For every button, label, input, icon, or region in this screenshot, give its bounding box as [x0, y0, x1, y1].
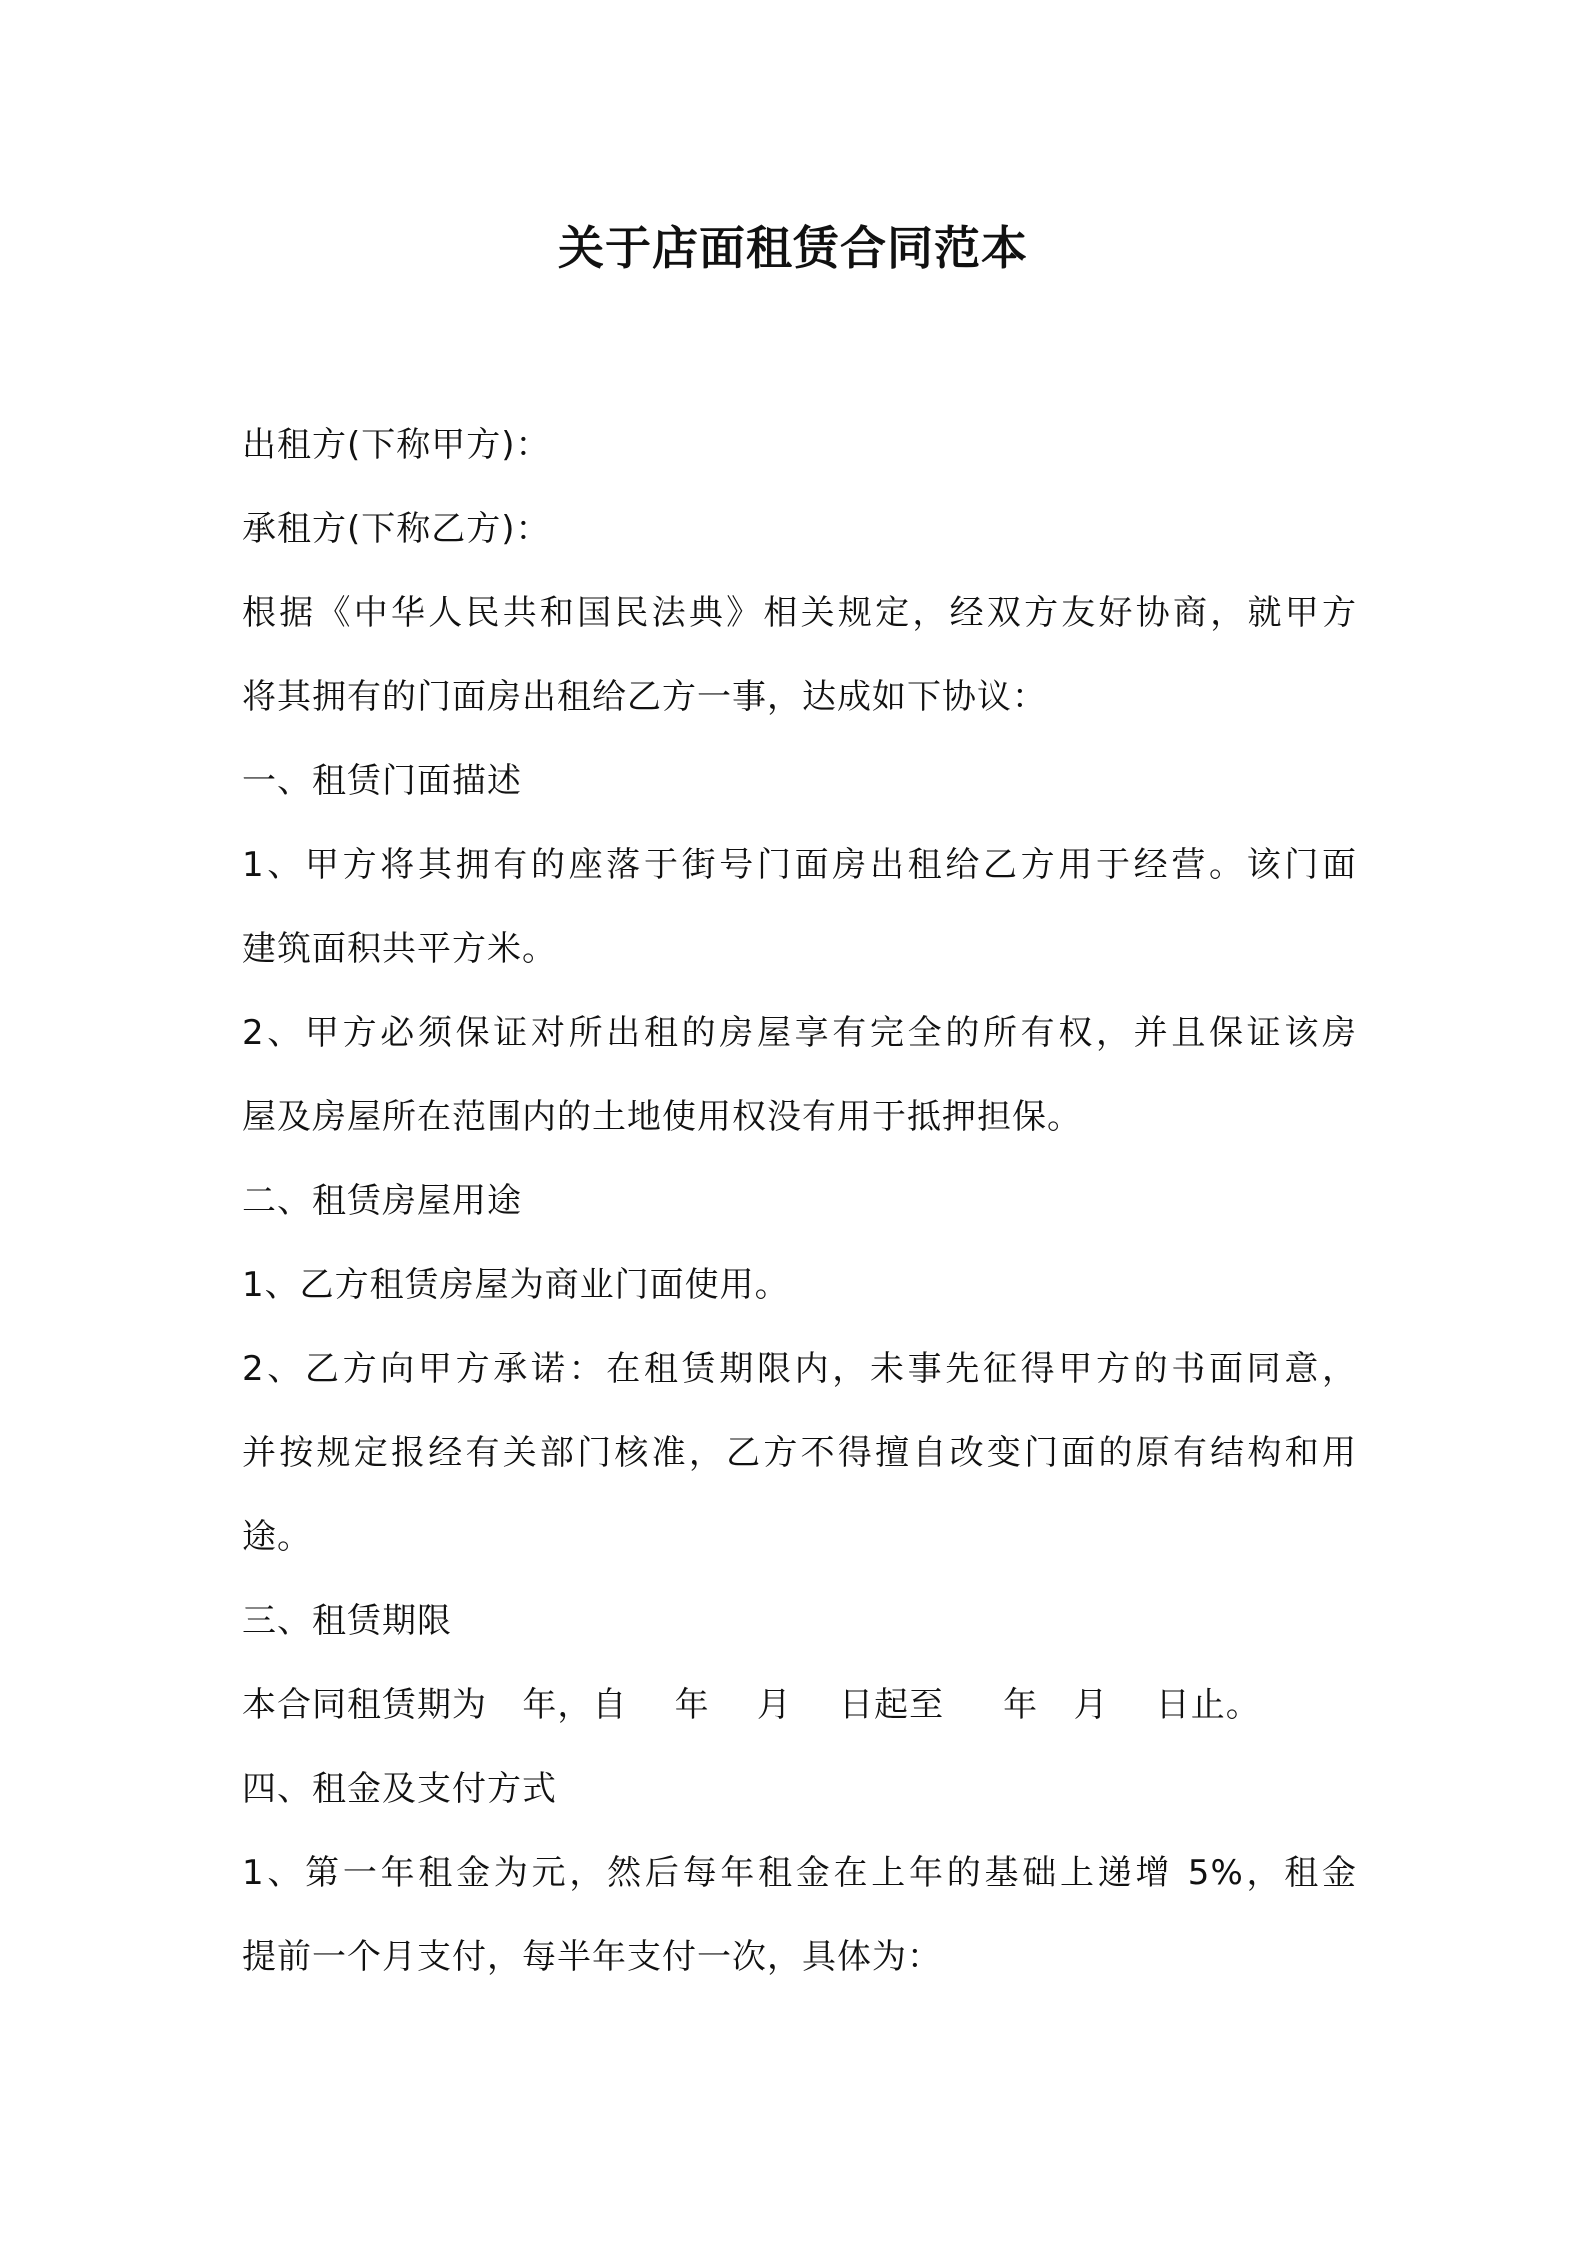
lease-term-line: 本合同租赁期为 年，自 年 月 日起至 年 月 日止。: [242, 1685, 1261, 1725]
clause-1-2-line-2: 屋及房屋所在范围内的土地使用权没有用于抵押担保。: [242, 1097, 1082, 1137]
clause-2-2-line-1: 2、乙方向甲方承诺：在租赁期限内，未事先征得甲方的书面同意，: [242, 1349, 1357, 1389]
section-heading-4: 四、租金及支付方式: [242, 1769, 557, 1809]
lessor-line: 出租方(下称甲方)：: [242, 425, 551, 465]
lessee-line: 承租方(下称乙方)：: [242, 509, 551, 549]
clause-4-1-line-2: 提前一个月支付，每半年支付一次，具体为：: [242, 1937, 942, 1977]
clause-1-1-line-1: 1、甲方将其拥有的座落于街号门面房出租给乙方用于经营。该门面: [242, 845, 1357, 885]
document-title: 关于店面租赁合同范本: [558, 221, 1028, 275]
clause-2-2-line-2: 并按规定报经有关部门核准，乙方不得擅自改变门面的原有结构和用: [242, 1433, 1357, 1473]
clause-1-1-line-2: 建筑面积共平方米。: [242, 929, 557, 969]
clause-2-1: 1、乙方租赁房屋为商业门面使用。: [242, 1265, 790, 1305]
section-heading-1: 一、租赁门面描述: [242, 761, 522, 801]
section-heading-3: 三、租赁期限: [242, 1601, 452, 1641]
clause-1-2-line-1: 2、甲方必须保证对所出租的房屋享有完全的所有权，并且保证该房: [242, 1013, 1357, 1053]
document-body: [242, 403, 1357, 1999]
preamble-line-1: 根据《中华人民共和国民法典》相关规定，经双方友好协商，就甲方: [242, 593, 1357, 633]
clause-2-2-line-3: 途。: [242, 1517, 312, 1557]
section-heading-2: 二、租赁房屋用途: [242, 1181, 522, 1221]
clause-4-1-line-1: 1、第一年租金为元，然后每年租金在上年的基础上递增 5%，租金: [242, 1853, 1357, 1893]
preamble-line-2: 将其拥有的门面房出租给乙方一事，达成如下协议：: [242, 677, 1047, 717]
